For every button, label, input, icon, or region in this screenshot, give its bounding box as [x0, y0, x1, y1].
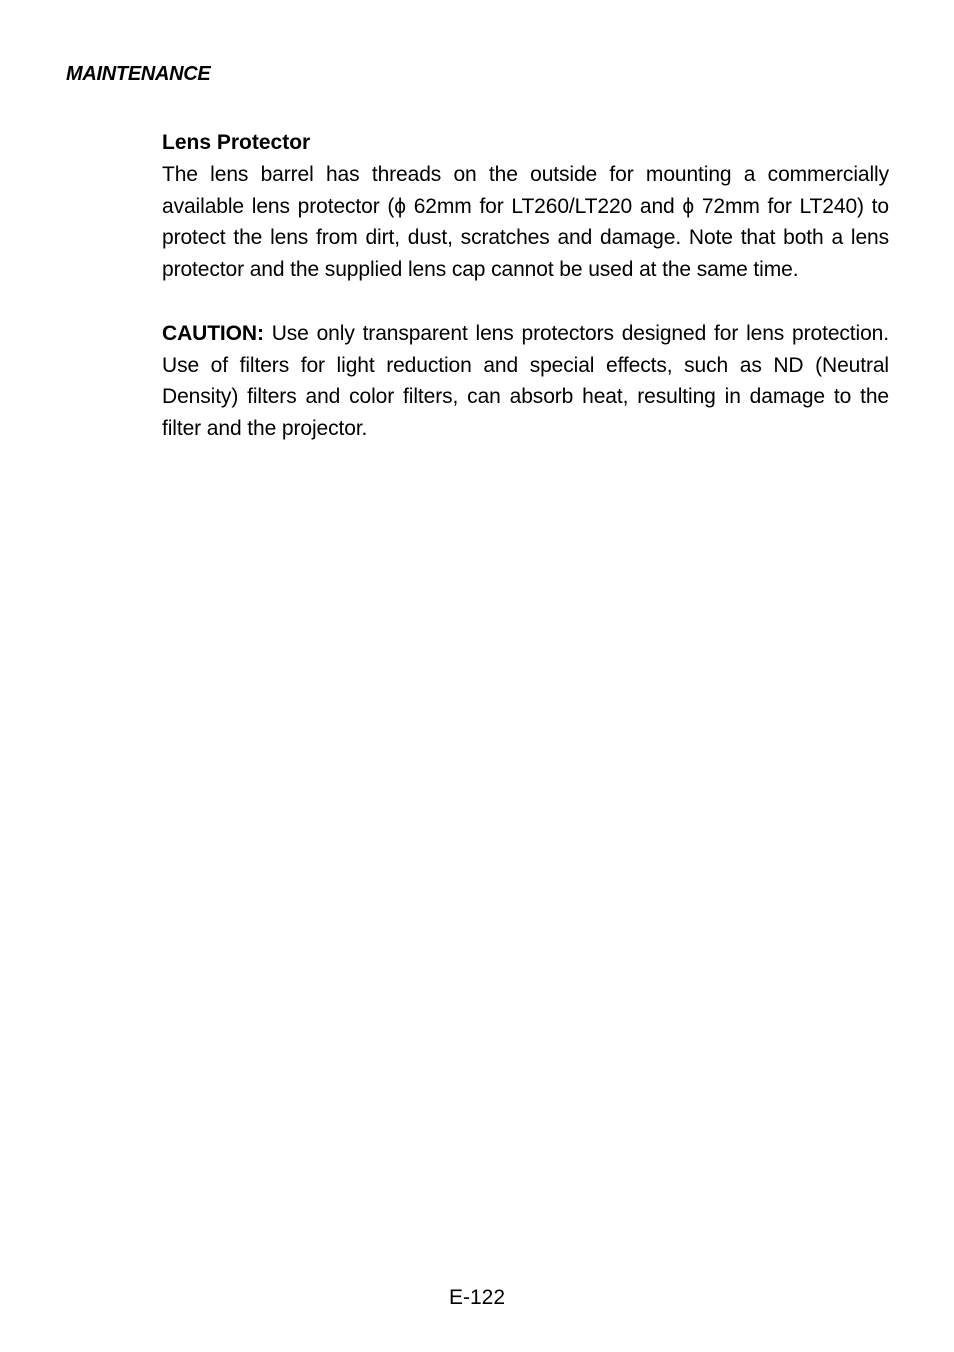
caution-paragraph	[162, 318, 889, 445]
lens-protector-paragraph: The lens barrel has threads on the outside for mounting a commercially available lens protector (ϕ 62mm for LT260/LT220 and ϕ 72mm for LT240) to protect the lens from dirt, dust, scratches and damage. Note that both a lens protector and the supplied lens cap cannot be used at the same time.	[162, 162, 889, 282]
section-header: MAINTENANCE	[66, 63, 211, 85]
caution-label: CAUTION:	[162, 321, 264, 345]
caution-text: Use only transparent lens protectors designed for lens protection. Use of filters for light reduction and special effects, such as ND (Neutral Density) filters and color filters, can absorb heat, resulting in damage to the filter and the projector.	[162, 321, 889, 441]
lens-protector-heading: Lens Protector	[162, 131, 311, 154]
page-number: E-122	[448, 1286, 506, 1309]
main-content	[162, 127, 889, 445]
